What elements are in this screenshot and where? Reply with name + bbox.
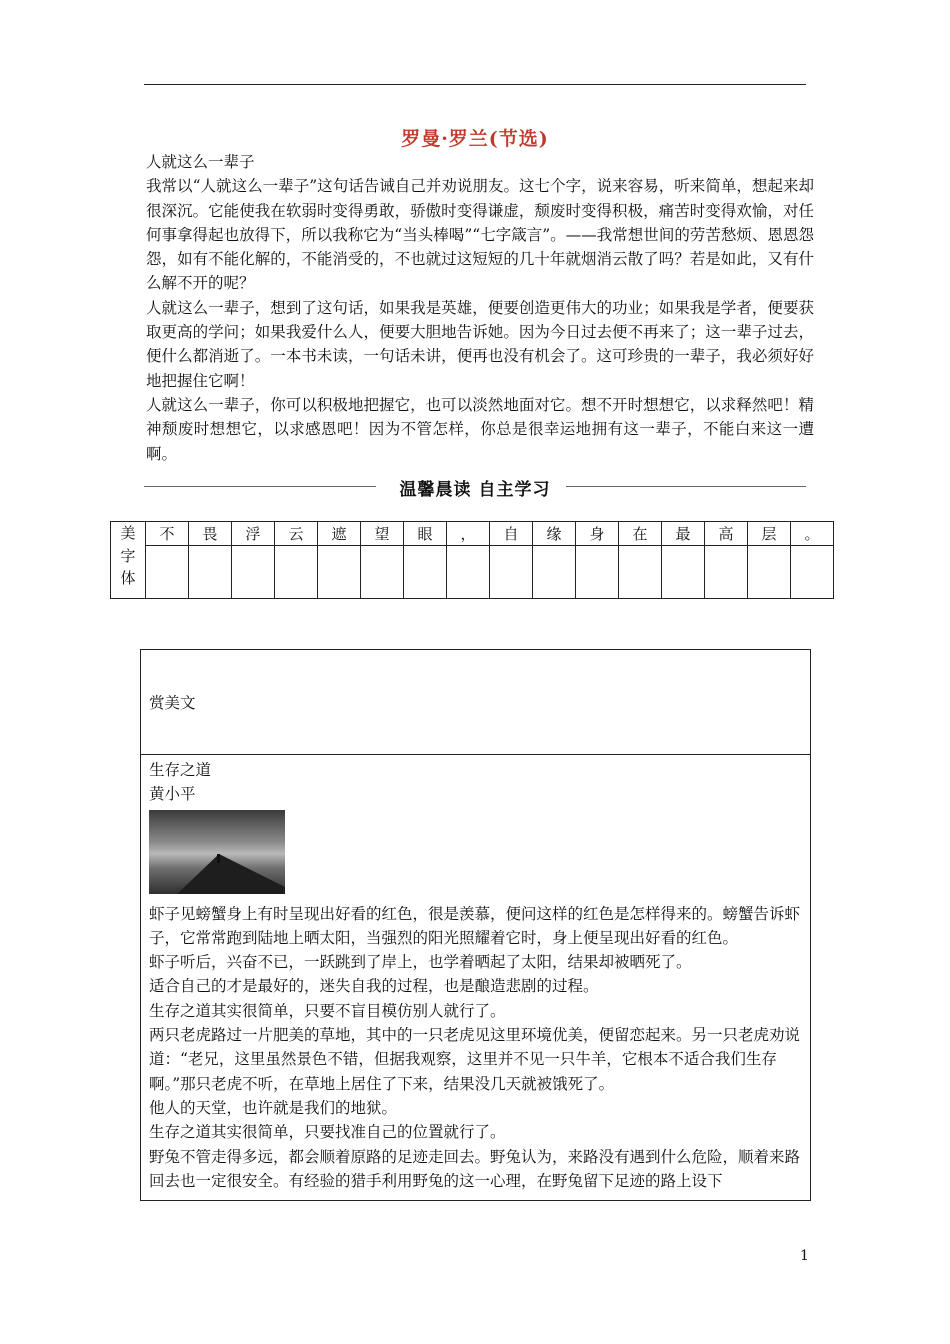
model-char: 缘 xyxy=(533,522,576,546)
walking-figure xyxy=(217,854,220,863)
banner-label: 温馨晨读 自主学习 xyxy=(399,480,551,500)
model-char: 高 xyxy=(705,522,748,546)
model-char: 遮 xyxy=(318,522,361,546)
practice-cell[interactable] xyxy=(791,546,834,599)
model-char: 眼 xyxy=(404,522,447,546)
reading-paragraph: 适合自己的才是最好的，迷失自我的过程，也是酿造悲剧的过程。 xyxy=(149,977,599,996)
practice-cell[interactable] xyxy=(404,546,447,599)
page-number: 1 xyxy=(800,1248,809,1264)
practice-cell[interactable] xyxy=(447,546,490,599)
practice-cell[interactable] xyxy=(748,546,791,599)
practice-cell[interactable] xyxy=(490,546,533,599)
reading-paragraph: 野兔不管走得多远，都会顺着原路的足迹走回去。野兔认为，来路没有遇到什么危险，顺着来路回去也一定很安全。有经验的猎手利用野兔的这一心理，在野兔留下足迹的路上设下 xyxy=(149,1147,801,1190)
reading-paragraph: 虾子见螃蟹身上有时呈现出好看的红色，很是羡慕，便问这样的红色是怎样得来的。螃蟹告诉虾子，它常常跑到陆地上晒太阳，当强烈的阳光照耀着它时，身上便呈现出好看的红色。 xyxy=(149,904,801,947)
model-char: 浮 xyxy=(232,522,275,546)
essay-paragraph: 我常以“人就这么一辈子”这句话告诫自己并劝说朋友。这七个字，说来容易，听来简单，想起来却很深沉。它能使我在软弱时变得勇敢，骄傲时变得谦虚，颓废时变得积极，痛苦时变得欢愉，对任何事拿得起也放得下，所以我称它为“当头棒喝”“七字箴言”。——我常想世间的劳苦愁烦、恩恩怨怨，如有不能化解的，不能消受的，不也就过这短短的几十年就烟消云散了吗？若是如此，又有什么解不开的呢？ xyxy=(146,177,814,293)
road-photo xyxy=(149,810,285,894)
practice-cell[interactable] xyxy=(662,546,705,599)
reading-box-body xyxy=(149,758,809,1193)
header-rule xyxy=(144,84,806,85)
practice-cell[interactable] xyxy=(275,546,318,599)
practice-cell[interactable] xyxy=(232,546,275,599)
reading-title: 生存之道 xyxy=(149,761,212,779)
calligraphy-head-label xyxy=(111,522,146,599)
model-char: 畏 xyxy=(189,522,232,546)
banner-rule-left xyxy=(144,486,376,487)
practice-cell[interactable] xyxy=(533,546,576,599)
practice-cell[interactable] xyxy=(318,546,361,599)
model-char: 。 xyxy=(791,522,834,546)
reading-paragraph: 虾子听后，兴奋不已，一跃跳到了岸上，也学着晒起了太阳，结果却被晒死了。 xyxy=(149,953,692,972)
reading-paragraph: 生存之道其实很简单，只要不盲目模仿别人就行了。 xyxy=(149,1001,506,1020)
practice-cell[interactable] xyxy=(619,546,662,599)
reading-box xyxy=(140,649,811,1201)
reading-paragraph: 两只老虎路过一片肥美的草地，其中的一只老虎见这里环境优美，便留恋起来。另一只老虎劝说道：“老兄，这里虽然景色不错，但据我观察，这里并不见一只牛羊，它根本不适合我们生存啊。”那只老虎不听，在草地上居住了下来，结果没几天就被饿死了。 xyxy=(149,1026,801,1093)
head-char: 字 xyxy=(120,546,136,565)
reading-author: 黄小平 xyxy=(149,785,196,804)
essay-paragraph: 人就这么一辈子，你可以积极地把握它，也可以淡然地面对它。想不开时想想它，以求释然吧！精神颓废时想想它，以求感恩吧！因为不管怎样，你总是很幸运地拥有这一辈子，不能白来这一遭啊。 xyxy=(146,395,814,463)
reading-paragraph: 他人的天堂，也许就是我们的地狱。 xyxy=(149,1098,398,1117)
practice-cell[interactable] xyxy=(705,546,748,599)
essay xyxy=(146,150,814,466)
reading-box-header-label: 赏美文 xyxy=(149,694,196,712)
head-char: 体 xyxy=(120,569,136,587)
road-shape xyxy=(177,854,285,894)
model-char: 在 xyxy=(619,522,662,546)
practice-cell[interactable] xyxy=(146,546,189,599)
essay-paragraph: 人就这么一辈子，想到了这句话，如果我是英雄，便要创造更伟大的功业；如果我是学者，便要获取更高的学问；如果我爱什么人，便要大胆地告诉她。因为今日过去便不再来了；这一辈子过去，便什么都消逝了。一本书未读，一句话未讲，便再也没有机会了。这可珍贵的一辈子，我必须好好地把握住它啊！ xyxy=(146,298,814,390)
practice-cell[interactable] xyxy=(361,546,404,599)
head-char: 美 xyxy=(120,524,136,542)
model-char: 身 xyxy=(576,522,619,546)
reading-box-header xyxy=(141,650,810,755)
calligraphy-grid xyxy=(110,521,834,599)
model-char: 云 xyxy=(275,522,318,546)
model-char: 不 xyxy=(146,522,189,546)
section-banner xyxy=(144,474,806,500)
model-char: 自 xyxy=(490,522,533,546)
banner-rule-right xyxy=(566,486,806,487)
page-title: 罗曼·罗兰(节选) xyxy=(401,128,549,150)
reading-paragraph: 生存之道其实很简单，只要找准自己的位置就行了。 xyxy=(149,1123,506,1142)
model-char: 层 xyxy=(748,522,791,546)
model-char: 望 xyxy=(361,522,404,546)
essay-subtitle: 人就这么一辈子 xyxy=(146,153,255,171)
practice-cell[interactable] xyxy=(576,546,619,599)
model-char: ， xyxy=(447,522,490,546)
model-char: 最 xyxy=(662,522,705,546)
practice-cell[interactable] xyxy=(189,546,232,599)
